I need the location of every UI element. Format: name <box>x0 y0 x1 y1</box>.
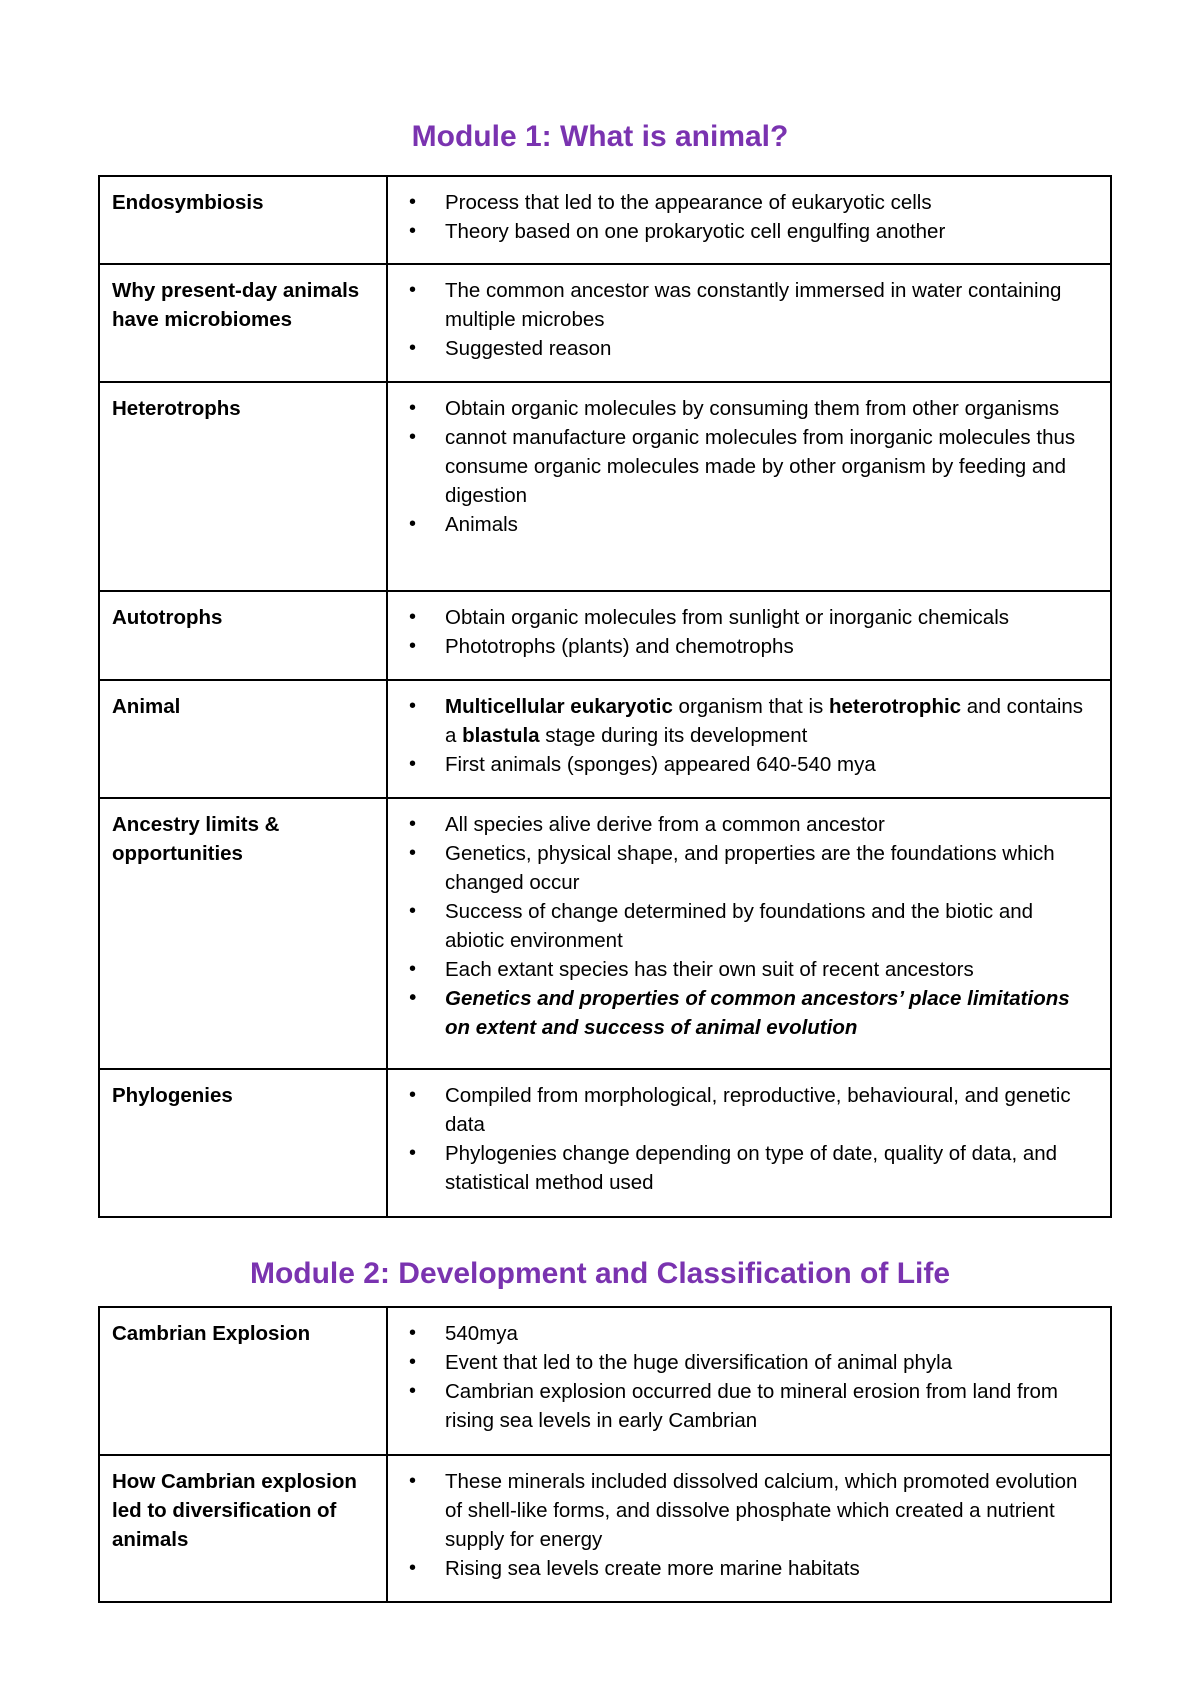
list-item: • Phylogenies change depending on type of date, quality of data, and statistical method used <box>388 1139 1096 1197</box>
list-item: • Genetics, physical shape, and properties are the foundations which changed occur <box>388 839 1096 897</box>
definition-cell <box>387 680 1111 798</box>
list-item: • cannot manufacture organic molecules from inorganic molecules thus consume organic molecules made by other organism by feeding and digestion <box>388 423 1096 510</box>
definition-cell <box>387 382 1111 591</box>
table-row <box>99 176 1111 264</box>
term-cell: Heterotrophs <box>99 382 387 591</box>
definition-cell <box>387 591 1111 680</box>
list-item: • Process that led to the appearance of eukaryotic cells <box>388 188 1096 217</box>
term-cell: Why present-day animals have microbiomes <box>99 264 387 382</box>
plain-text: stage during its development <box>539 724 808 747</box>
list-item: • Obtain organic molecules from sunlight or inorganic chemicals <box>388 603 1096 632</box>
table-row <box>99 680 1111 798</box>
definition-cell <box>387 798 1111 1069</box>
table-row <box>99 591 1111 680</box>
term-cell: Cambrian Explosion <box>99 1307 387 1455</box>
list-item: • Theory based on one prokaryotic cell engulfing another <box>388 217 1096 246</box>
term-cell: How Cambrian explosion led to diversification of animals <box>99 1455 387 1602</box>
module-1-table <box>98 175 1112 1218</box>
list-item: • The common ancestor was constantly immersed in water containing multiple microbes <box>388 276 1096 334</box>
list-item: • 540mya <box>388 1319 1096 1348</box>
definition-cell <box>387 1455 1111 1602</box>
module-1-title: Module 1: What is animal? <box>411 120 789 153</box>
table-row <box>99 798 1111 1069</box>
bold-text: Multicellular eukaryotic <box>445 695 673 718</box>
list-item: • Success of change determined by foundations and the biotic and abiotic environment <box>388 897 1096 955</box>
list-item: • Event that led to the huge diversification of animal phyla <box>388 1348 1096 1377</box>
list-item: • Cambrian explosion occurred due to mineral erosion from land from rising sea levels in early Cambrian <box>388 1377 1096 1435</box>
table-row <box>99 1069 1111 1217</box>
definition-cell <box>387 264 1111 382</box>
list-item: • Animals <box>388 510 1096 539</box>
definition-cell <box>387 1307 1111 1455</box>
list-item: • All species alive derive from a common ancestor <box>388 810 1096 839</box>
module-2-table <box>98 1306 1112 1603</box>
definition-cell <box>387 1069 1111 1217</box>
plain-text: organism that is <box>672 695 829 718</box>
table-row <box>99 264 1111 382</box>
definition-cell <box>387 176 1111 264</box>
term-cell: Ancestry limits & opportunities <box>99 798 387 1069</box>
term-cell: Autotrophs <box>99 591 387 680</box>
plain-text: and contains a <box>445 695 1084 747</box>
module-2-title: Module 2: Development and Classification of Life <box>249 1257 951 1290</box>
bold-text: blastula <box>462 724 540 747</box>
table-row <box>99 382 1111 591</box>
list-item: • Phototrophs (plants) and chemotrophs <box>388 632 1096 661</box>
bold-text: heterotrophic <box>828 695 962 718</box>
term-cell: Phylogenies <box>99 1069 387 1217</box>
table-row <box>99 1307 1111 1455</box>
list-item: • These minerals included dissolved calcium, which promoted evolution of shell-like forms, and dissolve phosphate which created a nutrient supply for energy <box>388 1467 1096 1554</box>
list-item <box>388 692 1096 750</box>
list-item-emphasis: • Genetics and properties of common ancestors’ place limitations on extent and success of animal evolution <box>388 984 1096 1042</box>
table-row <box>99 1455 1111 1602</box>
term-cell: Endosymbiosis <box>99 176 387 264</box>
list-item: • Each extant species has their own suit of recent ancestors <box>388 955 1096 984</box>
list-item: • Compiled from morphological, reproductive, behavioural, and genetic data <box>388 1081 1096 1139</box>
list-item: • First animals (sponges) appeared 640-540 mya <box>388 750 1096 779</box>
list-item: • Suggested reason <box>388 334 1096 363</box>
term-cell: Animal <box>99 680 387 798</box>
list-item: • Obtain organic molecules by consuming them from other organisms <box>388 394 1096 423</box>
list-item: • Rising sea levels create more marine habitats <box>388 1554 1096 1583</box>
